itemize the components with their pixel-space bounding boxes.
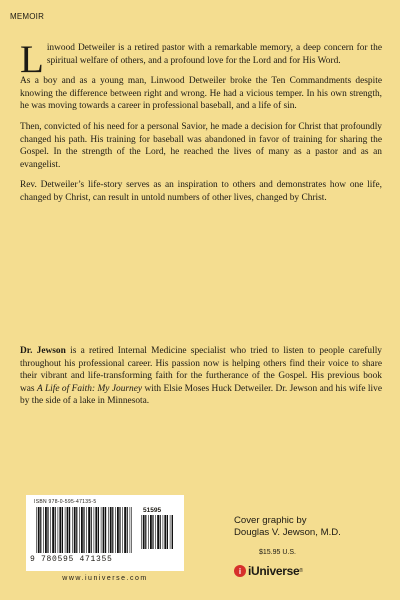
cover-credit-line-2: Douglas V. Jewson, M.D.: [234, 527, 341, 538]
author-bio-part-1: is a retired Internal Medicine specialist who tried to listen to people carefully throughout his professional career. His passion now is helping others find their voice to share their vibrant and life-transforming faith for the furtherance of the Gospel. His previous book was: [20, 346, 382, 394]
blurb-paragraph-1-text: inwood Detweiler is a retired pastor with a remarkable memory, a deep concern for the spiritual welfare of others, and a profound love for the Lord and for His Word.: [46, 43, 382, 66]
previous-book-title: A Life of Faith: My Journey: [36, 383, 143, 394]
iuniverse-logo-icon: i: [234, 565, 246, 577]
blurb-paragraph-4: Rev. Detweiler’s life-story serves as an inspiration to others and demonstrates how one life, changed by Christ, can result in untold numbers of other lives, changed by Christ.: [20, 180, 382, 203]
isbn-label: ISBN 978-0-595-47135-5: [34, 499, 97, 505]
ean-digits: 9 780595 471355: [30, 555, 113, 564]
price-barcode: [141, 515, 173, 549]
publisher-website: www.iuniverse.com: [62, 575, 148, 582]
author-bio: [20, 345, 382, 408]
ean-barcode: [36, 507, 132, 553]
publisher-logo: [234, 564, 303, 578]
publisher-name: iUniverse: [248, 564, 300, 578]
book-price: $15.95 U.S.: [259, 549, 296, 556]
trademark-symbol: ®: [299, 568, 304, 574]
cover-credit-line-1: Cover graphic by: [234, 515, 307, 526]
author-name: Dr. Jewson: [20, 346, 66, 356]
drop-cap: L: [20, 38, 44, 81]
author-bio-part-2: with Elsie Moses Huck Detweiler. Dr. Jewson and his wife live by the side of a lake in Minnesota.: [20, 383, 382, 407]
book-blurb: [20, 38, 382, 213]
blurb-paragraph-2: As a boy and as a young man, Linwood Detweiler broke the Ten Commandments despite knowing the difference between right and wrong. He had a vicious temper. In his own strength, he was moving towards a career in professional baseball, and a life of sin.: [20, 76, 382, 112]
blurb-paragraph-3: Then, convicted of his need for a personal Savior, he made a decision for Christ that profoundly changed his path. His training for baseball was abandoned in favor of training for sharing the Gospel. In the strength of the Lord, he reached the lives of many as a pastor and as an evangelist.: [20, 121, 382, 170]
cover-credit: [234, 515, 341, 539]
genre-label: MEMOIR: [10, 12, 45, 21]
author-bio-text: [20, 345, 382, 408]
price-code: 51595: [143, 507, 162, 514]
blurb-paragraph-1: [20, 38, 382, 81]
